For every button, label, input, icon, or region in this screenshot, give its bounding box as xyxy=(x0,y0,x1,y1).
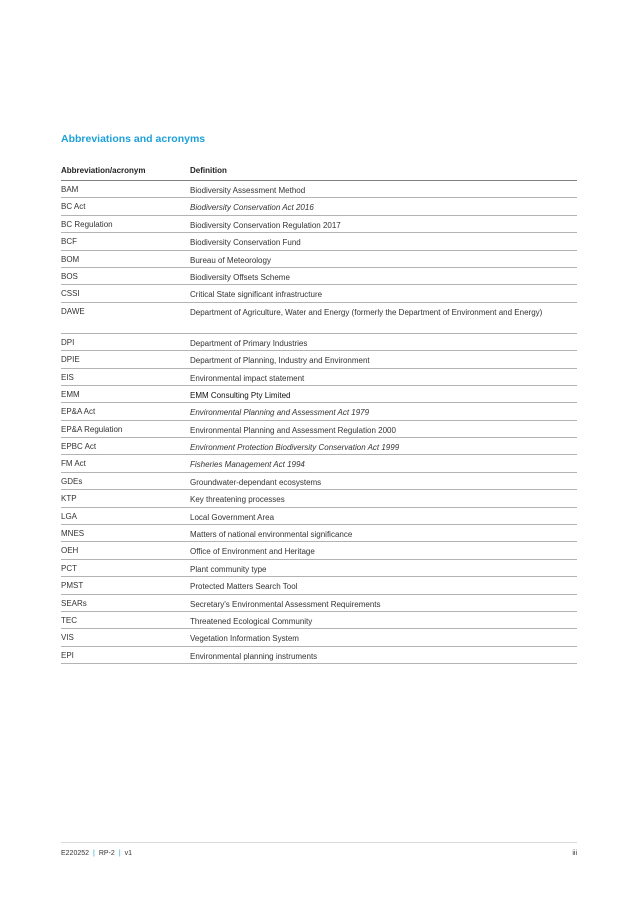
abbreviation-cell: BC Regulation xyxy=(61,219,113,229)
section-heading: Abbreviations and acronyms xyxy=(61,133,206,145)
definition-cell: Critical State significant infrastructure xyxy=(190,290,323,300)
definition-cell: Biodiversity Assessment Method xyxy=(190,186,306,195)
abbreviation-cell: EIS xyxy=(61,372,74,382)
table-row xyxy=(61,303,577,334)
definition-cell: Environmental planning instruments xyxy=(190,651,318,661)
table-row xyxy=(61,421,577,438)
definition-cell: Environmental Planning and Assessment Act 1979 xyxy=(190,408,370,418)
abbreviation-cell: BOS xyxy=(61,271,78,281)
abbreviation-cell: EP&A Regulation xyxy=(61,424,123,434)
footer-doc-reference xyxy=(61,850,132,857)
page-number: iii xyxy=(572,850,577,857)
abbreviation-cell: DAWE xyxy=(61,306,85,316)
table-row xyxy=(61,595,577,612)
table-row xyxy=(61,438,577,455)
abbreviation-cell: GDEs xyxy=(61,476,83,486)
table-row xyxy=(61,403,577,420)
footer-divider xyxy=(61,842,577,843)
table-row xyxy=(61,542,577,559)
definition-cell: Bureau of Meteorology xyxy=(190,255,271,265)
definition-cell: Biodiversity Conservation Fund xyxy=(190,238,301,248)
table-row xyxy=(61,334,577,351)
definition-cell: Secretary's Environmental Assessment Requirements xyxy=(190,599,381,609)
abbreviation-cell: VIS xyxy=(61,633,74,643)
definition-cell: Threatened Ecological Community xyxy=(190,616,313,626)
table-row xyxy=(61,629,577,646)
table-row xyxy=(61,251,577,268)
table-row xyxy=(61,525,577,542)
table-row xyxy=(61,351,577,368)
definition-cell: Environmental Planning and Assessment Regulation 2000 xyxy=(190,425,396,435)
abbreviation-cell: PCT xyxy=(61,563,77,573)
abbreviation-cell: BCF xyxy=(61,237,77,247)
table-row xyxy=(61,386,577,403)
column-header-abbreviation: Abbreviation/acronym xyxy=(61,166,146,175)
abbreviation-cell: CSSI xyxy=(61,289,80,299)
table-row xyxy=(61,560,577,577)
table-row xyxy=(61,490,577,507)
abbreviations-table xyxy=(61,161,577,664)
definition-cell: EMM Consulting Pty Limited xyxy=(190,390,291,400)
abbreviation-cell: BAM xyxy=(61,185,79,194)
column-header-definition: Definition xyxy=(190,166,227,175)
abbreviation-cell: EPI xyxy=(61,650,74,660)
table-body xyxy=(61,181,577,664)
table-row xyxy=(61,233,577,250)
abbreviation-cell: TEC xyxy=(61,615,77,625)
table-row xyxy=(61,198,577,215)
abbreviation-cell: DPIE xyxy=(61,355,80,365)
definition-cell: Fisheries Management Act 1994 xyxy=(190,460,305,470)
abbreviation-cell: DPI xyxy=(61,337,75,347)
table-row xyxy=(61,285,577,302)
abbreviation-cell: BC Act xyxy=(61,202,86,212)
table-row xyxy=(61,455,577,472)
table-row xyxy=(61,612,577,629)
abbreviation-cell: KTP xyxy=(61,494,77,504)
definition-cell: Department of Primary Industries xyxy=(190,338,308,348)
abbreviation-cell: LGA xyxy=(61,511,78,521)
table-row xyxy=(61,508,577,525)
table-row xyxy=(61,369,577,386)
footer-separator: | xyxy=(118,850,121,857)
table-row xyxy=(61,216,577,233)
footer-report: RP-2 xyxy=(98,850,115,857)
abbreviation-cell: FM Act xyxy=(61,459,86,469)
table-header-row xyxy=(61,161,577,181)
definition-cell: Biodiversity Conservation Regulation 2017 xyxy=(190,220,341,230)
footer-separator: | xyxy=(93,850,95,857)
abbreviation-cell: BOM xyxy=(61,254,80,264)
table-row xyxy=(61,181,577,198)
table-row xyxy=(61,473,577,490)
definition-cell: Environmental impact statement xyxy=(190,373,305,383)
definition-cell: Department of Planning, Industry and Environment xyxy=(190,356,370,366)
definition-cell: Biodiversity Conservation Act 2016 xyxy=(190,203,314,213)
definition-cell: Matters of national environmental significance xyxy=(190,530,353,540)
abbreviation-cell: OEH xyxy=(61,546,79,556)
footer-version: v1 xyxy=(124,850,133,857)
abbreviation-cell: PMST xyxy=(61,581,84,591)
definition-cell: Protected Matters Search Tool xyxy=(190,582,298,592)
definition-cell: Biodiversity Offsets Scheme xyxy=(190,272,290,282)
definition-cell: Key threatening processes xyxy=(190,495,285,505)
abbreviation-cell: SEARs xyxy=(61,598,87,608)
table-row xyxy=(61,268,577,285)
definition-cell: Department of Agriculture, Water and Energy (formerly the Department of Environment and Energy) xyxy=(190,307,543,317)
table-row xyxy=(61,577,577,594)
definition-cell: Plant community type xyxy=(190,564,267,574)
abbreviation-cell: MNES xyxy=(61,529,85,539)
table-row xyxy=(61,647,577,664)
footer-doc-id: E220252 xyxy=(61,850,90,857)
definition-cell: Vegetation Information System xyxy=(190,634,299,644)
definition-cell: Local Government Area xyxy=(190,512,275,522)
abbreviation-cell: EPBC Act xyxy=(61,442,97,452)
definition-cell: Office of Environment and Heritage xyxy=(190,547,315,557)
abbreviation-cell: EP&A Act xyxy=(61,407,96,417)
definition-cell: Groundwater-dependant ecosystems xyxy=(190,477,322,487)
definition-cell: Environment Protection Biodiversity Conservation Act 1999 xyxy=(190,443,400,453)
abbreviation-cell: EMM xyxy=(61,389,80,399)
